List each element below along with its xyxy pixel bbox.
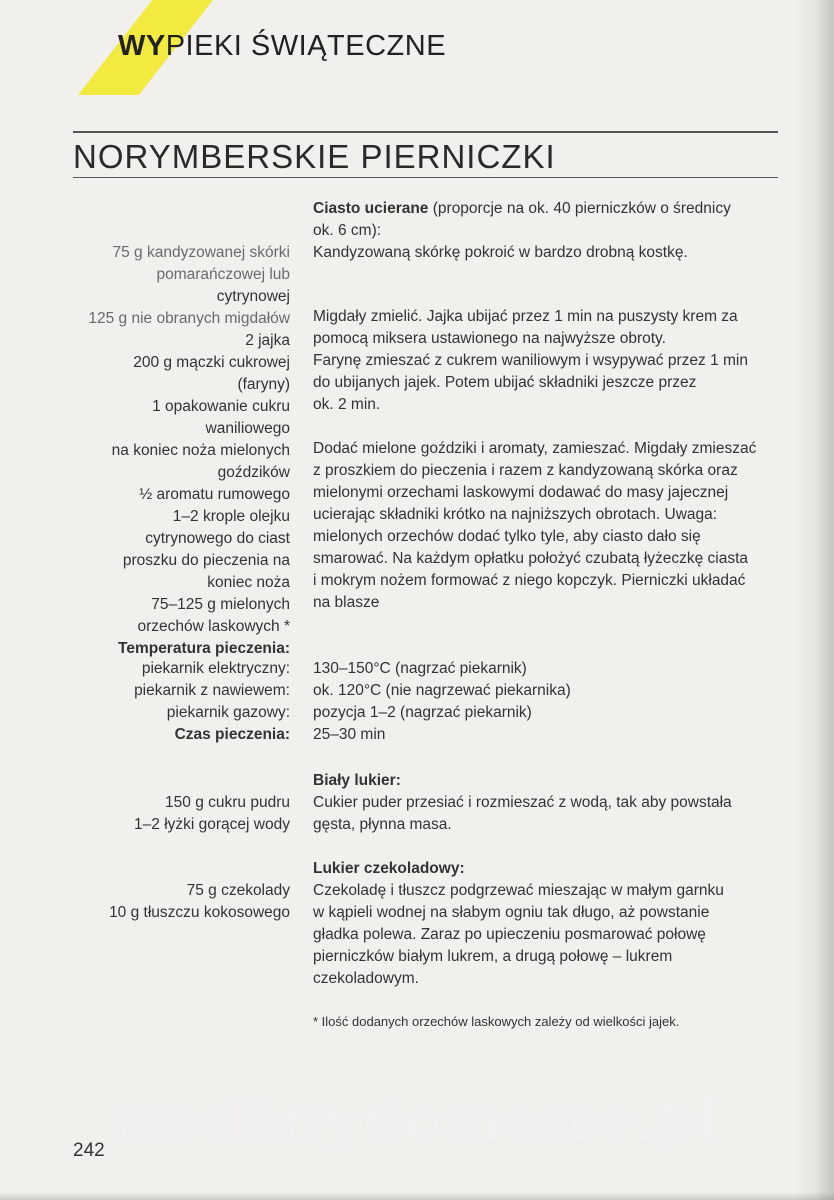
section-title-bold: WY	[118, 30, 166, 62]
ingredient-line: pomarańczowej lub	[156, 266, 290, 283]
instruction-line: pomocą miksera ustawionego na najwyższe obroty.	[313, 330, 666, 347]
page-bottom-edge	[0, 1192, 834, 1200]
instruction-line: mielonych orzechów dodać tylko tyle, aby ciasto dało się	[313, 528, 701, 545]
recipe-title: NORYMBERSKIE PIERNICZKI	[73, 138, 556, 175]
instruction-line: czekoladowym.	[313, 970, 419, 987]
bottom-rule	[73, 177, 778, 178]
section-title	[118, 30, 446, 63]
instruction-line: Cukier puder przesiać i rozmieszać z wodą, tak aby powstała	[313, 794, 732, 811]
fan-oven-label: piekarnik z nawiewem:	[134, 682, 290, 699]
instruction-line: Czekoladę i tłuszcz podgrzewać mieszając w małym garnku	[313, 882, 724, 899]
instruction-line: na blasze	[313, 594, 380, 611]
ingredient-line: waniliowego	[205, 420, 290, 437]
top-rule	[73, 131, 778, 133]
page-number: 242	[73, 1140, 105, 1161]
ingredient-line: na koniec noża mielonych	[111, 442, 290, 459]
dough-heading-line2: ok. 6 cm):	[313, 222, 382, 239]
baking-time-label: Czas pieczenia:	[174, 726, 290, 743]
chocolate-icing-block	[313, 858, 783, 990]
instruction-line: smarować. Na każdym opłatku położyć czubatą łyżeczkę ciasta	[313, 550, 749, 567]
instruction-line: Dodać mielone goździki i aromaty, zamieszać. Migdały zmieszać	[313, 440, 757, 457]
fan-oven-value: ok. 120°C (nie nagrzewać piekarnika)	[313, 682, 571, 699]
instruction-line: pierniczków białym lukrem, a drugą połowę – lukrem	[313, 948, 673, 965]
dough-heading-line	[313, 198, 783, 220]
baking-labels	[60, 658, 290, 746]
white-icing-block	[313, 770, 783, 836]
baking-values	[313, 658, 783, 746]
baking-time-value: 25–30 min	[313, 726, 386, 743]
section-title-rest: PIEKI ŚWIĄTECZNE	[165, 30, 447, 62]
page-edge-shadow	[794, 0, 834, 1200]
gas-oven-label: piekarnik gazowy:	[166, 704, 290, 721]
instruction-line: i mokrym nożem formować z niego kopczyk. Pierniczki układać	[313, 572, 746, 589]
instruction-paragraph-3	[313, 438, 783, 614]
instruction-line: Migdały zmielić. Jajka ubijać przez 1 min na puszysty krem za	[313, 308, 738, 325]
instruction-line: ok. 2 min.	[313, 396, 381, 413]
dough-heading-proportions: (proporcje na ok. 40 pierniczków o średnicy	[428, 200, 731, 217]
ingredient-line: 1–2 łyżki gorącej wody	[134, 816, 290, 833]
ingredient-line: 1 opakowanie cukru	[152, 398, 290, 415]
ingredient-line: 125 g nie obranych migdałów	[88, 310, 290, 327]
watermark: wedlinydomowe.pl	[108, 1087, 722, 1154]
white-icing-heading: Biały lukier:	[313, 772, 401, 789]
electric-oven-label: piekarnik elektryczny:	[141, 660, 290, 677]
instruction-line: ucierając składniki krótko na najniższych obrotach. Uwaga:	[313, 506, 718, 523]
baking-temperature-label: Temperatura pieczenia:	[118, 640, 290, 657]
instruction-line: Farynę zmieszać z cukrem waniliowym i wsypywać przez 1 min	[313, 352, 748, 369]
ingredient-line: 150 g cukru pudru	[165, 794, 290, 811]
dough-ingredients	[60, 242, 290, 660]
ingredient-line: 75 g czekolady	[186, 882, 290, 899]
instruction-line: Kandyzowaną skórkę pokroić w bardzo drobną kostkę.	[313, 244, 688, 261]
ingredient-line: proszku do pieczenia na	[122, 552, 290, 569]
ingredient-line: cytrynowego do ciast	[145, 530, 290, 547]
electric-oven-value: 130–150°C (nagrzać piekarnik)	[313, 660, 527, 677]
chocolate-icing-ingredients	[60, 880, 290, 924]
instruction-line: z proszkiem do pieczenia i razem z kandyzowaną skórka oraz	[313, 462, 738, 479]
ingredient-line: goździków	[217, 464, 290, 481]
ingredient-line: 75 g kandyzowanej skórki	[112, 244, 290, 261]
white-icing-ingredients	[60, 792, 290, 836]
gas-oven-value: pozycja 1–2 (nagrzać piekarnik)	[313, 704, 532, 721]
ingredient-line: cytrynowej	[216, 288, 290, 305]
instruction-line: gęsta, płynna masa.	[313, 816, 452, 833]
instruction-line: mielonymi orzechami laskowymi dodawać do masy jajecznej	[313, 484, 729, 501]
instruction-line: w kąpieli wodnej na słabym ogniu tak długo, aż powstanie	[313, 904, 710, 921]
ingredient-line: 10 g tłuszczu kokosowego	[109, 904, 290, 921]
ingredient-line: orzechów laskowych *	[137, 618, 290, 635]
dough-heading: Ciasto ucierane	[313, 200, 429, 217]
instruction-paragraph-2	[313, 306, 783, 416]
dough-heading-block	[313, 198, 783, 264]
ingredient-line: 2 jajka	[245, 332, 290, 349]
ingredient-line: ½ aromatu rumowego	[139, 486, 290, 503]
footnote: * Ilość dodanych orzechów laskowych zależy od wielkości jajek.	[313, 1014, 680, 1029]
instruction-line: gładka polewa. Zaraz po upieczeniu posmarować połowę	[313, 926, 706, 943]
ingredient-line: 1–2 krople olejku	[172, 508, 290, 525]
chocolate-icing-heading: Lukier czekoladowy:	[313, 860, 465, 877]
ingredient-line: koniec noża	[207, 574, 290, 591]
ingredient-line: 200 g mączki cukrowej	[133, 354, 290, 371]
instruction-line: do ubijanych jajek. Potem ubijać składniki jeszcze przez	[313, 374, 697, 391]
ingredient-line: 75–125 g mielonych	[151, 596, 290, 613]
ingredient-line: (faryny)	[237, 376, 290, 393]
